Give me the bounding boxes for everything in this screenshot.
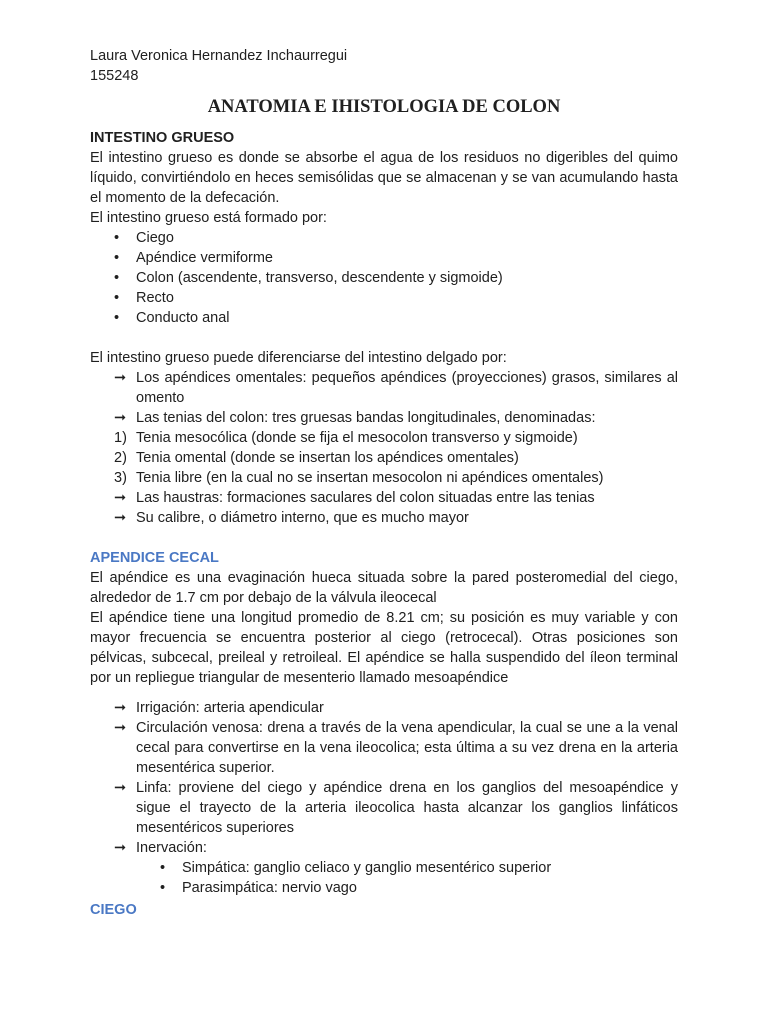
list-item: ➞ Las haustras: formaciones saculares del colon situadas entre las tenias	[114, 490, 595, 506]
list-item: ➞ Linfa: proviene del ciego y apéndice drena en los ganglios del mesoapéndice y sigue el trayecto de la arteria ileocolica hasta alcanzar los ganglios linfáticos mesentéricos superiores	[114, 780, 678, 836]
list-item: ➞ Inervación:	[114, 840, 207, 856]
list-item: • Colon (ascendente, transverso, descendente y sigmoide)	[90, 268, 678, 288]
author-name: Laura Veronica Hernandez Inchaurregui	[90, 48, 348, 64]
arrow-icon: ➞	[114, 840, 127, 856]
arrow-icon: ➞	[114, 700, 127, 716]
list-item: ➞ Su calibre, o diámetro interno, que es mucho mayor	[114, 510, 469, 526]
innervation-list	[90, 858, 678, 898]
list-item: ➞ Las tenias del colon: tres gruesas bandas longitudinales, denominadas:	[114, 410, 596, 426]
list-item: • Ciego	[90, 228, 678, 248]
list-item: ➞ Los apéndices omentales: pequeños apéndices (proyecciones) grasos, similares al omento	[114, 370, 678, 406]
list-item: • Conducto anal	[90, 308, 678, 328]
student-id: 155248	[90, 68, 139, 84]
list-item: • Simpática: ganglio celiaco y ganglio mesentérico superior	[90, 858, 678, 878]
section-heading-ciego: CIEGO	[90, 902, 137, 918]
list-item: • Parasimpática: nervio vago	[90, 878, 678, 898]
list-item: ➞ Circulación venosa: drena a través de la vena apendicular, la cual se une a la venal cecal para convertirse en la vena ileocolica; esta última a su vez drena en la arteria mesentérica superior.	[114, 720, 678, 776]
section-heading-apendice-cecal: APENDICE CECAL	[90, 550, 219, 566]
paragraph: El apéndice tiene una longitud promedio de 8.21 cm; su posición es muy variable y con mayor frecuencia se encuentra posterior al ciego (retrocecal). Otras posiciones son pélvicas, subcecal, preileal y retroileal. El apéndice se halla suspendido del íleon terminal por un repliegue triangular de mesenterio llamado mesoapéndice	[90, 610, 678, 686]
differences-list	[90, 368, 678, 528]
list-number: 1)	[114, 430, 127, 446]
arrow-icon: ➞	[114, 720, 127, 736]
arrow-icon: ➞	[114, 370, 127, 386]
list-item: • Apéndice vermiforme	[90, 248, 678, 268]
paragraph: El intestino grueso puede diferenciarse del intestino delgado por:	[90, 350, 507, 366]
paragraph: El intestino grueso está formado por:	[90, 210, 327, 226]
parts-list	[90, 228, 678, 328]
arrow-icon: ➞	[114, 510, 127, 526]
list-item: 3) Tenia libre (en la cual no se insertan mesocolon ni apéndices omentales)	[114, 470, 604, 486]
paragraph: El apéndice es una evaginación hueca situada sobre la pared posteromedial del ciego, alrededor de 1.7 cm por debajo de la válvula ileocecal	[90, 570, 678, 606]
list-item: 1) Tenia mesocólica (donde se fija el mesocolon transverso y sigmoide)	[114, 430, 578, 446]
list-number: 2)	[114, 450, 127, 466]
list-item: 2) Tenia omental (donde se insertan los apéndices omentales)	[114, 450, 519, 466]
paragraph: El intestino grueso es donde se absorbe el agua de los residuos no digeribles del quimo líquido, convirtiéndolo en heces semisólidas que se almacenan y se van acumulando hasta el momento de la defecación.	[90, 150, 678, 206]
arrow-icon: ➞	[114, 410, 127, 426]
document-title: ANATOMIA E IHISTOLOGIA DE COLON	[207, 97, 561, 117]
list-number: 3)	[114, 470, 127, 486]
list-item: • Recto	[90, 288, 678, 308]
appendix-details-list	[90, 698, 678, 858]
list-item: ➞ Irrigación: arteria apendicular	[114, 700, 324, 716]
arrow-icon: ➞	[114, 490, 127, 506]
section-heading-intestino-grueso: INTESTINO GRUESO	[90, 130, 235, 146]
document-page	[90, 46, 678, 920]
arrow-icon: ➞	[114, 780, 127, 796]
